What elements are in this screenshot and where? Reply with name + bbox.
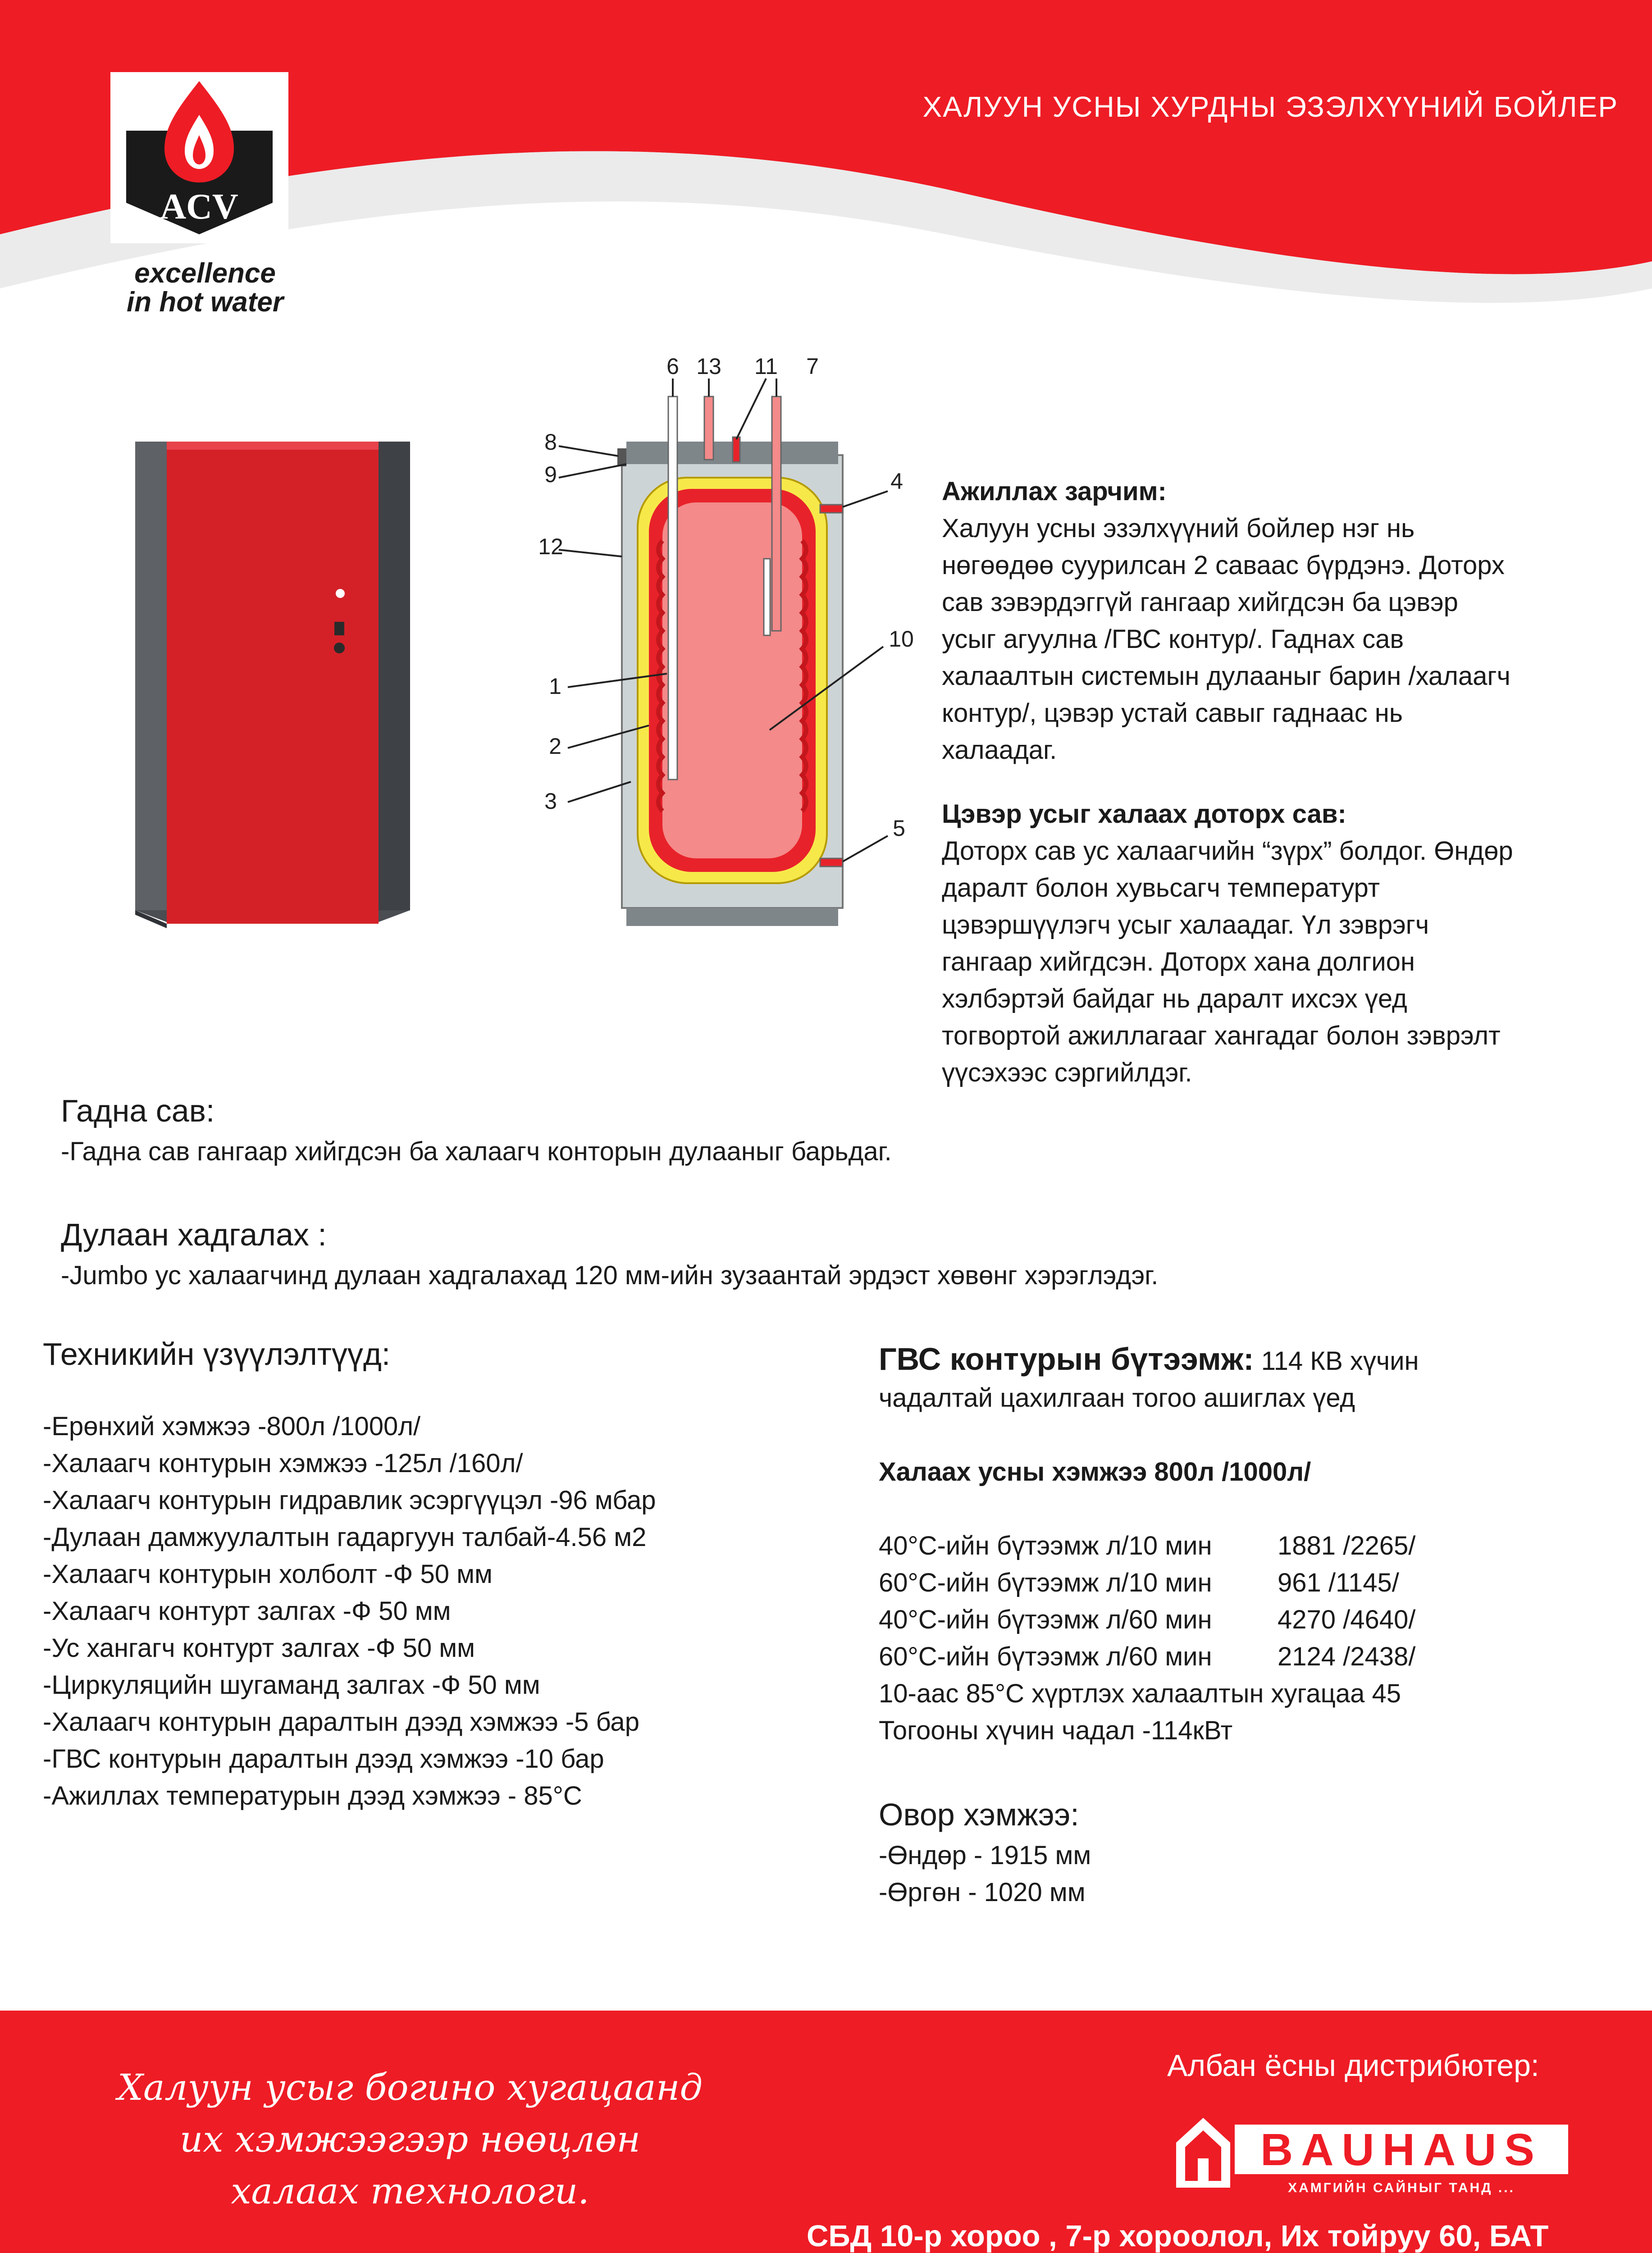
inner-tank-line: даралт болон хувьсагч температурт — [942, 873, 1380, 903]
address-line-1: СБД 10-р хороо , 7-р хороолол, Их тойруу 60, БАТ — [807, 2219, 1549, 2253]
logo-tagline-line-1: excellence — [134, 258, 276, 289]
slogan-line-1: Халуун усыг богино хугацаанд — [117, 2066, 703, 2108]
insulation-section — [61, 1212, 1158, 1294]
page-title: ХАЛУУН УСНЫ ХУРДНЫ ЭЗЭЛХҮҮНИЙ БОЙЛЕР — [922, 91, 1618, 123]
spec-item: -Ерөнхий хэмжээ -800л /1000л/ — [43, 1412, 421, 1441]
boiler-product-image — [122, 433, 424, 942]
spec-item: -Дулаан дамжуулалтын гадаргуун талбай-4.56 м2 — [43, 1523, 647, 1552]
bauhaus-letters — [1235, 2125, 1568, 2175]
distributor-label: Албан ёсны дистрибютер: — [1167, 2048, 1539, 2083]
outer-tank-title: Гадна сав: — [61, 1093, 215, 1128]
insulation-text: -Jumbo ус халаагчинд дулаан хадгалахад 120 мм-ийн зузаантай эрдэст хөвөнг хэрэглэдэг. — [61, 1261, 1159, 1290]
spec-item: -Циркуляцийн шугаманд залгах -Ф 50 мм — [43, 1670, 540, 1700]
spec-item: -Халаагч контурын хэмжээ -125л /160л/ — [43, 1449, 523, 1478]
capacity-section — [879, 1341, 1419, 1911]
inner-tank-line: тогвортой ажиллагааг хангадаг болон зэврэлт — [942, 1021, 1501, 1050]
specs-title: Техникийн үзүүлэлтүүд: — [43, 1336, 391, 1372]
diagram-label-7: 7 — [806, 354, 819, 379]
diagram-label-5: 5 — [893, 816, 905, 841]
slogan-line-2: их хэмжээгээр нөөцлөн — [179, 2118, 641, 2160]
capacity-title — [879, 1341, 1419, 1380]
capacity-title-bold: ГВС контурын бүтээмж: — [879, 1341, 1254, 1377]
boiler-cross-section-diagram — [532, 351, 928, 951]
capacity-row — [879, 1528, 1419, 1564]
capacity-row-label: 40°С-ийн бүтээмж л/60 мин — [879, 1605, 1212, 1634]
heating-volume: Халаах усны хэмжээ 800л /1000л/ — [879, 1457, 1311, 1487]
capacity-title-rest: 114 КВ хүчин — [1254, 1346, 1419, 1376]
diagram-label-1: 1 — [549, 674, 561, 699]
capacity-row-label: 60°С-ийн бүтээмж л/10 мин — [879, 1568, 1212, 1597]
dimension-height: -Өндөр - 1915 мм — [879, 1841, 1091, 1870]
brand-tagline: ХАМГИЙН САЙНЫГ ТАНД ... — [1288, 2180, 1515, 2195]
principle-line: Халуун усны эзэлхүүний бойлер нэг нь — [942, 514, 1415, 543]
diagram-label-12: 12 — [538, 534, 563, 559]
spec-item: -Ажиллах температурын дээд хэмжээ - 85°С — [43, 1781, 582, 1811]
capacity-row-value: 961 /1145/ — [1278, 1568, 1399, 1597]
logo-tagline-line-2: in hot water — [127, 287, 283, 318]
principle-line: халаалтын системын дулааныг барин /халаагч — [942, 661, 1511, 691]
operating-principle-section — [942, 473, 1636, 1091]
capacity-row-label: 60°С-ийн бүтээмж л/60 мин — [879, 1642, 1212, 1671]
diagram-label-2: 2 — [549, 734, 561, 759]
acv-logo — [110, 72, 288, 243]
inner-tank-line: Доторх сав ус халаагчийн “зүрх” болдог. Өндөр — [942, 836, 1513, 866]
diagram-label-6: 6 — [666, 354, 679, 379]
capacity-row-value: 2124 /2438/ — [1278, 1642, 1416, 1671]
spec-item: -Халаагч контурт залгах -Ф 50 мм — [43, 1596, 451, 1626]
dimension-width: -Өргөн - 1020 мм — [879, 1878, 1086, 1907]
principle-line: нөгөөдөө суурилсан 2 саваас бүрдэнэ. Доторх — [942, 551, 1505, 580]
inner-tank-line: цэвэршүүлэгч усыг халаадаг. Үл зэврэгч — [942, 910, 1429, 940]
diagram-label-9: 9 — [544, 462, 557, 487]
diagram-label-10: 10 — [889, 626, 914, 652]
dimensions-section — [879, 1792, 1419, 1911]
spec-item: -Халаагч контурын гидравлик эсэргүүцэл -96 мбар — [43, 1486, 656, 1515]
diagram-label-3: 3 — [544, 789, 557, 814]
principle-title: Ажиллах зарчим: — [942, 477, 1167, 506]
capacity-title-line-2: чадалтай цахилгаан тогоо ашиглах үед — [879, 1383, 1355, 1413]
address-block — [807, 2217, 1548, 2253]
boiler-power: Тогооны хүчин чадал -114кВт — [879, 1716, 1233, 1745]
bauhaus-logo — [1172, 2100, 1577, 2197]
logo-text: ACV — [160, 187, 238, 227]
inner-tank-line: үүсэхээс сэргийлдэг. — [942, 1058, 1192, 1087]
diagram-label-11: 11 — [754, 354, 778, 379]
outer-tank-section — [61, 1088, 892, 1170]
slogan-line-3: халаах технологи. — [231, 2170, 589, 2212]
diagram-label-8: 8 — [544, 429, 557, 455]
indicator-icon — [336, 589, 345, 598]
brand-name: BAUHAUS — [1260, 2125, 1542, 2175]
capacity-row-value: 1881 /2265/ — [1278, 1531, 1416, 1560]
slogan — [81, 2061, 739, 2217]
capacity-row — [879, 1564, 1419, 1601]
capacity-row-value: 4270 /4640/ — [1278, 1605, 1416, 1634]
capacity-row — [879, 1601, 1419, 1638]
inner-tank-line: гангаар хийгдсэн. Доторх хана долгион — [942, 947, 1415, 976]
insulation-title: Дулаан хадгалах : — [61, 1217, 327, 1252]
inner-tank-title: Цэвэр усыг халаах доторх сав: — [942, 799, 1346, 829]
inner-tank-line: хэлбэртэй байдаг нь даралт ихсэх үед — [942, 984, 1407, 1013]
capacity-row — [879, 1638, 1419, 1675]
diagram-label-4: 4 — [890, 469, 903, 494]
principle-line: сав зэвэрдэггүй гангаар хийгдсэн ба цэвэр — [942, 588, 1458, 617]
technical-specs-section — [43, 1332, 656, 1815]
spec-item: -Халаагч контурын даралтын дээд хэмжээ -5 бар — [43, 1707, 639, 1737]
heating-time: 10-аас 85°С хүртлэх халаалтын хугацаа 45 — [879, 1679, 1401, 1708]
logo-tagline — [110, 259, 300, 317]
dial-icon — [334, 643, 345, 653]
spec-item: -Халаагч контурын холболт -Ф 50 мм — [43, 1560, 493, 1589]
switch-icon — [334, 622, 344, 635]
principle-line: халаадаг. — [942, 735, 1057, 765]
principle-line: контур/, цэвэр устай савыг гаднаас нь — [942, 698, 1403, 728]
dimensions-title: Овор хэмжээ: — [879, 1797, 1079, 1832]
principle-line: усыг агуулна /ГВС контур/. Гаднах сав — [942, 625, 1404, 654]
capacity-row-label: 40°С-ийн бүтээмж л/10 мин — [879, 1531, 1212, 1560]
spec-item: -Ус хангагч контурт залгах -Ф 50 мм — [43, 1633, 475, 1663]
spec-item: -ГВС контурын даралтын дээд хэмжээ -10 бар — [43, 1744, 604, 1774]
diagram-label-13: 13 — [696, 354, 721, 379]
outer-tank-text: -Гадна сав гангаар хийгдсэн ба халаагч конторын дулааныг барьдаг. — [61, 1137, 892, 1166]
